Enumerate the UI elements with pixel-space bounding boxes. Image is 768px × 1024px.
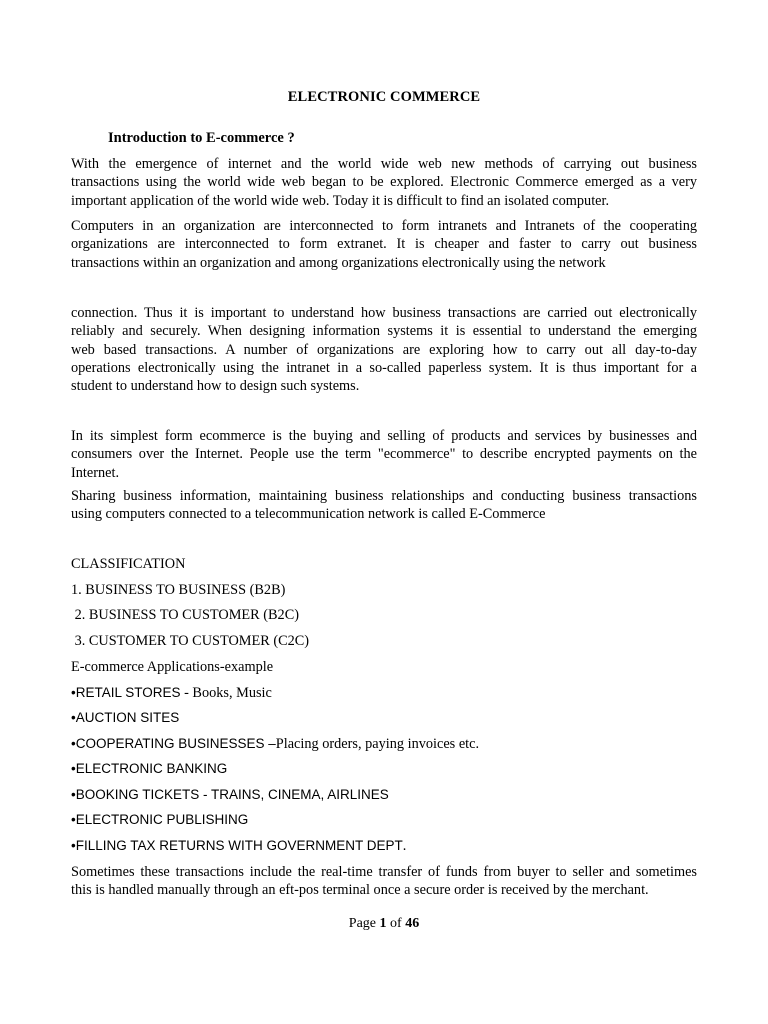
paragraph-line: Sometimes these transactions include the real-time transfer of funds from buyer to seller and sometimes	[71, 864, 697, 880]
classification-item: 1. BUSINESS TO BUSINESS (B2B)	[71, 582, 286, 598]
paragraph-line: important application of the world wide web. Today it is difficult to find an isolated computer.	[71, 192, 610, 209]
application-item	[71, 787, 389, 804]
application-label: •ELECTRONIC PUBLISHING	[71, 812, 249, 827]
application-item	[71, 812, 248, 829]
section-subtitle: Introduction to E-commerce ?	[108, 130, 295, 146]
application-label: •RETAIL STORES	[71, 685, 181, 700]
classification-item: 2. BUSINESS TO CUSTOMER (B2C)	[71, 607, 300, 623]
paragraph-line: Sharing business information, maintaining business relationships and conducting business transactions	[71, 488, 697, 504]
paragraph-line: this is handled manually through an eft-pos terminal once a secure order is received by the merchant.	[71, 882, 649, 899]
closing-paragraph	[71, 863, 697, 900]
paragraph-5	[71, 487, 697, 524]
application-detail: - Books, Music	[180, 685, 272, 701]
application-label: •FILLING TAX RETURNS WITH GOVERNMENT DEPT	[71, 838, 403, 853]
footer-prefix: Page	[348, 916, 380, 931]
document-title: ELECTRONIC COMMERCE	[287, 89, 481, 105]
paragraph-line: Internet.	[71, 464, 120, 481]
application-detail: Placing orders, paying invoices etc.	[275, 736, 480, 752]
page-footer	[0, 916, 768, 932]
paragraph-line: transactions within an organization and among organizations electronically using the network	[71, 254, 606, 271]
paragraph-line: organizations are interconnected to form extranet. It is cheaper and faster to carry out business	[71, 236, 697, 253]
paragraph-line: In its simplest form ecommerce is the buying and selling of products and services by businesses and	[71, 428, 697, 444]
classification-item: 3. CUSTOMER TO CUSTOMER (C2C)	[71, 633, 310, 649]
application-detail: .	[402, 838, 407, 854]
application-label: •BOOKING TICKETS - TRAINS, CINEMA, AIRLINES	[71, 787, 389, 802]
classification-heading: CLASSIFICATION	[71, 556, 186, 572]
applications-heading: E-commerce Applications-example	[71, 659, 274, 675]
paragraph-line: With the emergence of internet and the world wide web new methods of carrying out business	[71, 156, 697, 172]
application-item	[71, 761, 227, 778]
application-label: •ELECTRONIC BANKING	[71, 761, 228, 776]
paragraph-3	[71, 304, 697, 395]
paragraph-line: consumers over the Internet. People use the term "ecommerce" to describe encrypted payments on the	[71, 446, 697, 463]
paragraph-line: connection. Thus it is important to understand how business transactions are carried out electronically	[71, 305, 697, 321]
footer-middle: of	[386, 916, 406, 931]
paragraph-1	[71, 155, 697, 210]
paragraph-line: using computers connected to a telecommunication network is called E-Commerce	[71, 506, 546, 523]
paragraph-line: web based transactions. A number of organizations are exploring how to carry out all day-to-day	[71, 341, 697, 358]
paragraph-line: transactions using the world wide web began to be explored. Electronic Commerce emerged as a very	[71, 174, 697, 191]
paragraph-2	[71, 217, 697, 272]
paragraph-4	[71, 427, 697, 482]
total-page-count: 46	[405, 916, 420, 931]
current-page-number: 1	[379, 916, 387, 931]
application-item	[71, 685, 272, 702]
application-item	[71, 736, 479, 753]
paragraph-line: operations electronically using the intranet in a so-called paperless system. It is thus important for a	[71, 359, 697, 376]
paragraph-line: Computers in an organization are interconnected to form intranets and Intranets of the cooperating	[71, 218, 697, 234]
application-label: •AUCTION SITES	[71, 710, 180, 725]
application-item	[71, 710, 179, 727]
application-item	[71, 838, 406, 855]
paragraph-line: student to understand how to design such systems.	[71, 378, 360, 395]
application-label: •COOPERATING BUSINESSES –	[71, 736, 276, 751]
paragraph-line: reliably and securely. When designing information systems it is essential to understand the emerging	[71, 323, 697, 340]
